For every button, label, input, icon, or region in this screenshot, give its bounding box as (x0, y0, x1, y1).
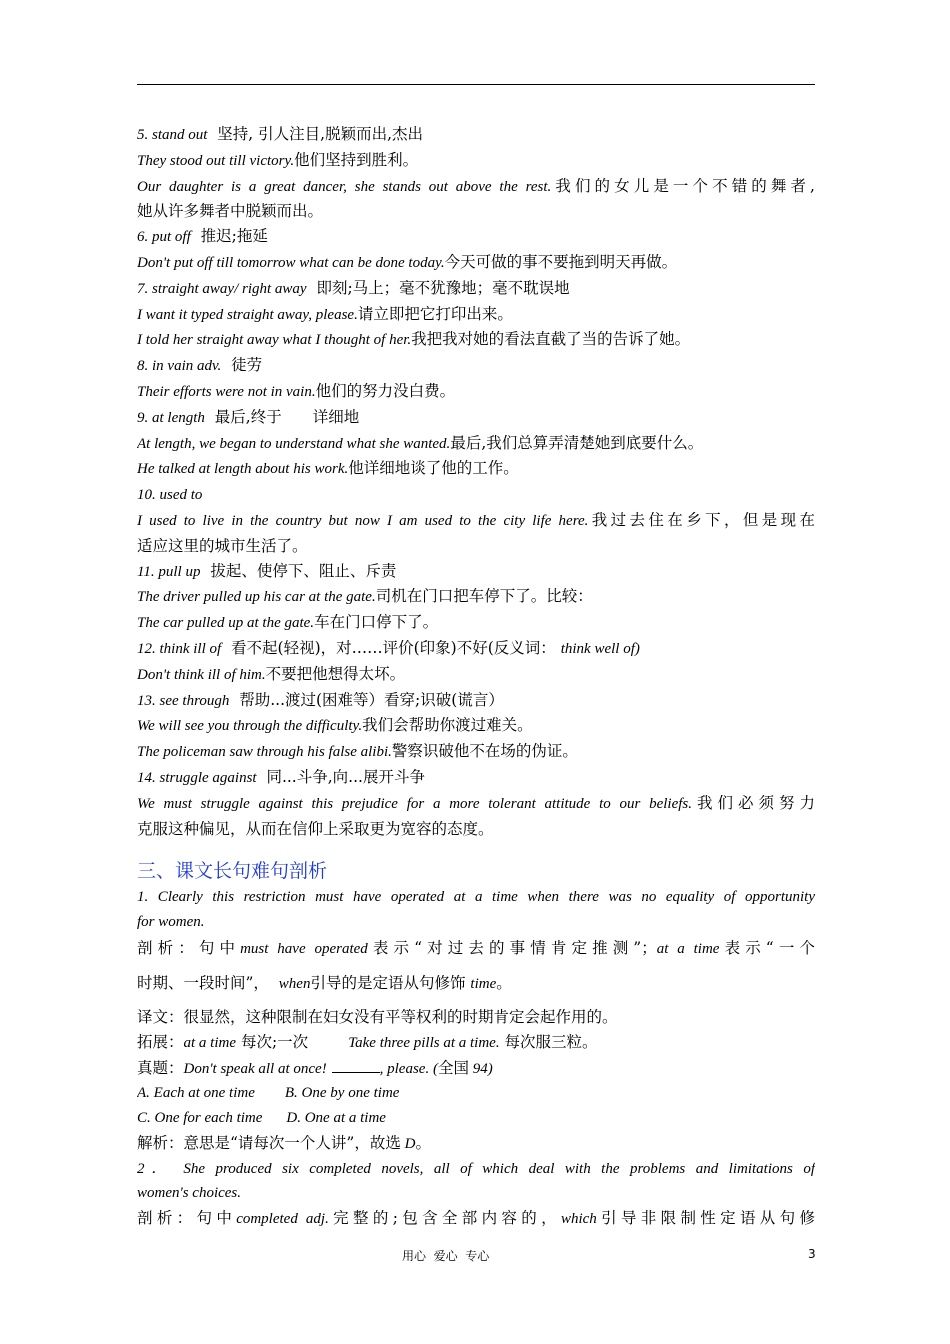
option-a: A. Each at one time (137, 1085, 255, 1102)
phrase-term: 5. stand out (137, 127, 208, 143)
long-sentence-2 (137, 1157, 815, 1232)
english-sentence: We will see you through the difficulty. (137, 718, 363, 735)
example-sentence (137, 302, 815, 328)
header-rule (137, 84, 815, 85)
phrase-term: 9. at length (137, 409, 205, 426)
phrase-meaning: 帮助...渡过(困难等）看穿;识破(谎言） (239, 690, 504, 709)
phrase-entry (137, 405, 815, 431)
phrase-meaning: 同...斗争,向...展开斗争 (266, 767, 425, 786)
chinese-translation: 她从许多舞者中脱颖而出。 (137, 202, 324, 221)
chinese-translation: 我把我对她的看法直截了当的告诉了她。 (411, 330, 691, 349)
example-sentence (137, 327, 815, 353)
option-c: C. One for each time (137, 1110, 263, 1127)
example-sentence: 1. Clearly this restriction must have operated at a time when there was no equality of opportunity (137, 889, 815, 906)
example-sentence (137, 662, 815, 688)
example-sentence (137, 739, 815, 765)
translation-text: 译文：很显然，这种限制在妇女没有平等权利的时期肯定会起作用的。 (137, 1007, 618, 1026)
chinese-translation: 车在门口停下了。 (314, 613, 439, 632)
english-sentence: We must struggle against this prejudice for a more tolerant attitude to our beliefs. (137, 795, 692, 812)
chinese-translation: 司机在门口把车停下了。比较： (375, 587, 593, 606)
english-sentence: Don't put off till tomorrow what can be done today. (137, 254, 445, 271)
section-heading: 三、课文长句难句剖析 (137, 860, 328, 883)
chinese-translation: 我过去住在乡下，但是现在 (588, 510, 815, 529)
example-sentence (137, 584, 815, 610)
analysis-text: 时期、一段时间”， when引导的是定语从句修饰 time。 (137, 973, 512, 992)
option-d: D. One at a time (286, 1110, 386, 1127)
phrase-meaning: 看不起(轻视)，对……评价(印象)不好(反义词： (231, 638, 556, 657)
phrase-term: 14. struggle against (137, 769, 257, 786)
footer-text: 用心 爱心 专心 (402, 1249, 490, 1263)
answer-options-row (137, 1081, 815, 1106)
phrase-entry (137, 122, 815, 148)
phrase-meaning: 最后,终于 详细地 (214, 407, 360, 426)
phrase-term: 13. see through (137, 692, 230, 709)
english-sentence: He talked at length about his work. (137, 461, 349, 478)
phrase-term: 12. think ill of (137, 640, 222, 657)
antonym-term: think well of) (560, 640, 640, 657)
phrase-term: 8. in vain adv. (137, 358, 222, 375)
english-sentence: Their efforts were not in vain. (137, 383, 316, 400)
phrase-term: 10. used to (137, 487, 203, 504)
chinese-translation: 我们的女儿是一个不错的舞者, (551, 176, 815, 195)
english-sentence: The driver pulled up his car at the gate. (137, 589, 376, 606)
extension-text: 拓展：at a time 每次;一次 Take three pills at a time. 每次服三粒。 (137, 1032, 598, 1051)
english-sentence: I told her straight away what I thought of her. (137, 332, 412, 349)
answer-blank (332, 1060, 380, 1073)
chinese-translation: 我们必须努力 (691, 793, 815, 812)
english-sentence: At length, we began to understand what she wanted. (137, 435, 451, 452)
phrase-entry (137, 636, 815, 662)
phrase-entry (137, 276, 815, 302)
example-sentence: women's choices. (137, 1185, 242, 1202)
example-sentence (137, 379, 815, 405)
phrase-meaning: 拔起、使停下、阻止、斥责 (210, 561, 397, 580)
english-sentence: I used to live in the country but now I am used to the city life here. (137, 512, 589, 529)
example-sentence (137, 713, 815, 739)
chinese-translation: 不要把他想得太坏。 (265, 664, 406, 683)
english-sentence: Our daughter is a great dancer, she stands out above the rest. (137, 178, 552, 195)
chinese-translation: 他们的努力没白费。 (315, 381, 456, 400)
answer-options-row (137, 1106, 815, 1131)
english-sentence: The car pulled up at the gate. (137, 615, 315, 632)
english-sentence: They stood out till victory. (137, 152, 295, 169)
phrase-meaning: 推迟;拖延 (200, 227, 268, 246)
phrase-meaning: 坚持, 引人注目,脱颖而出,杰出 (217, 125, 424, 143)
phrase-term: 7. straight away/ right away (137, 280, 307, 297)
english-sentence: The policeman saw through his false alibi. (137, 744, 392, 761)
example-sentence (137, 148, 815, 174)
chinese-translation: 警察识破他不在场的伪证。 (391, 742, 578, 761)
chinese-translation: 我们会帮助你渡过难关。 (362, 716, 533, 735)
english-sentence: I want it typed straight away, please. (137, 306, 358, 323)
example-sentence (137, 508, 815, 534)
chinese-translation: 他们坚持到胜利。 (294, 150, 419, 169)
example-sentence (137, 431, 815, 457)
example-sentence (137, 610, 815, 636)
phrase-entry (137, 688, 815, 714)
phrase-entry (137, 482, 815, 508)
example-sentence: for women. (137, 914, 205, 931)
phrase-entry (137, 765, 815, 791)
analysis-text: 剖析：句中must have operated表示“对过去的事情肯定推测”；at a time表示“一个 (137, 938, 815, 957)
phrase-meaning: 徒劳 (231, 356, 263, 375)
example-sentence (137, 456, 815, 482)
english-sentence: Don't think ill of him. (137, 666, 266, 683)
analysis-text: 剖析：句中completed adj.完整的;包含全部内容的，which引导非限制性定语从句修 (137, 1209, 815, 1228)
chinese-translation: 最后,我们总算弄清楚她到底要什么。 (450, 433, 704, 452)
option-b: B. One by one time (284, 1085, 400, 1102)
phrase-entry (137, 353, 815, 379)
chinese-translation: 他详细地谈了他的工作。 (348, 459, 519, 478)
chinese-translation: 今天可做的事不要拖到明天再做。 (444, 252, 678, 271)
long-sentence-1 (137, 885, 815, 1156)
phrase-term: 6. put off (137, 229, 191, 246)
explanation-text: 解析：意思是“请每次一个人讲”，故选 D。 (137, 1133, 431, 1152)
document-body (137, 122, 815, 1232)
example-sentence (137, 174, 815, 200)
chinese-translation: 请立即把它打印出来。 (357, 304, 513, 323)
phrase-meaning: 即刻;马上；毫不犹豫地；毫不耽误地 (316, 278, 570, 297)
example-sentence (137, 250, 815, 276)
exam-question: 真题：Don't speak all at once! , please. (全国 94) (137, 1058, 493, 1077)
phrase-entry (137, 224, 815, 250)
phrase-list (137, 122, 815, 841)
example-sentence (137, 791, 815, 817)
phrase-term: 11. pull up (137, 563, 201, 580)
page-number: 3 (808, 1247, 816, 1261)
chinese-translation: 克服这种偏见，从而在信仰上采取更为宽容的态度。 (137, 819, 494, 838)
chinese-translation: 适应这里的城市生活了。 (137, 536, 308, 555)
example-sentence: 2． She produced six completed novels, all of which deal with the problems and limitations of (137, 1160, 815, 1177)
phrase-entry (137, 559, 815, 585)
